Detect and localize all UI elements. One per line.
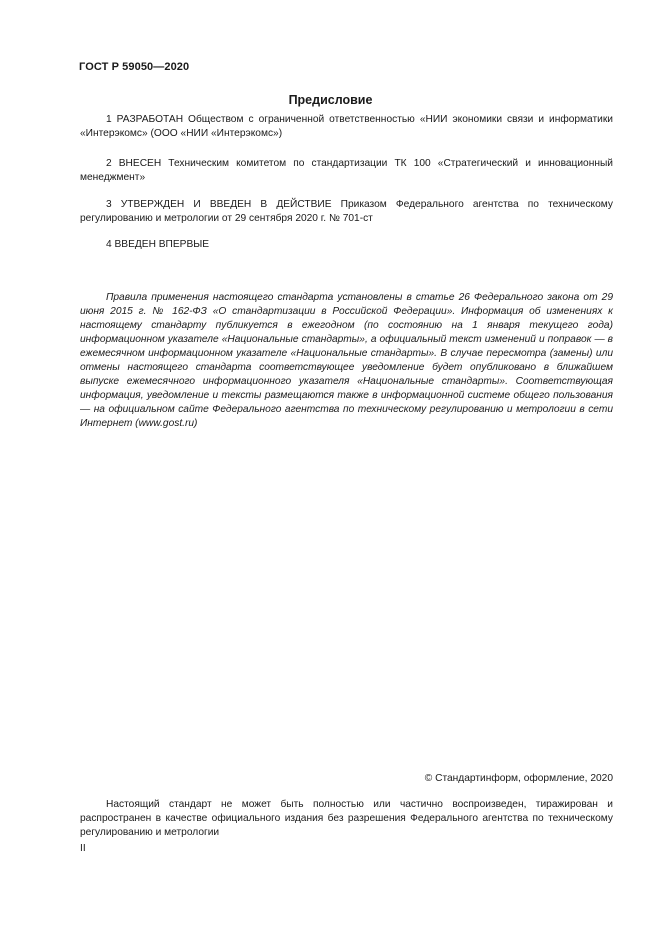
foreword-item-1: 1 РАЗРАБОТАН Обществом с ограниченной ответственностью «НИИ экономики связи и информатики «Интерэкомс» (ООО «НИИ «Интерэкомс»): [80, 114, 613, 139]
foreword-item-2: 2 ВНЕСЕН Техническим комитетом по стандартизации ТК 100 «Стратегический и инновационный менеджмент»: [80, 158, 613, 183]
foreword-item-4: 4 ВВЕДЕН ВПЕРВЫЕ: [106, 239, 210, 250]
foreword-item-3: 3 УТВЕРЖДЕН И ВВЕДЕН В ДЕЙСТВИЕ Приказом Федерального агентства по техническому регулированию и метрологии от 29 сентября 2020 г. № 701-ст: [80, 199, 613, 224]
document-header: ГОСТ Р 59050—2020: [79, 61, 190, 73]
page-number: II: [80, 843, 86, 854]
page-title: Предисловие: [288, 93, 373, 107]
copyright-line: © Стандартинформ, оформление, 2020: [424, 773, 613, 784]
reproduction-notice: Настоящий стандарт не может быть полностью или частично воспроизведен, тиражирован и распространен в качестве официального издания без разрешения Федерального агентства по техническому регулированию и метрологии: [80, 799, 613, 838]
standard-application-notice: Правила применения настоящего стандарта установлены в статье 26 Федерального закона от 29 июня 2015 г. № 162-ФЗ «О стандартизации в Российской Федерации». Информация об изменениях к настоящему стандарту публикуется в ежегодном (по состоянию на 1 января текущего года) информационном указателе «Национальные стандарты», а официальный текст изменений и поправок — в ежемесячном информационном указателе «Национальные стандарты». В случае пересмотра (замены) или отмены настоящего стандарта соответствующее уведомление будет опубликовано в ближайшем выпуске ежемесячного информационного указателя «Национальные стандарты». Соответствующая информация, уведомление и тексты размещаются также в информационной системе общего пользования — на официальном сайте Федерального агентства по техническому регулированию и метрологии в сети Интернет (www.gost.ru): [80, 292, 613, 429]
